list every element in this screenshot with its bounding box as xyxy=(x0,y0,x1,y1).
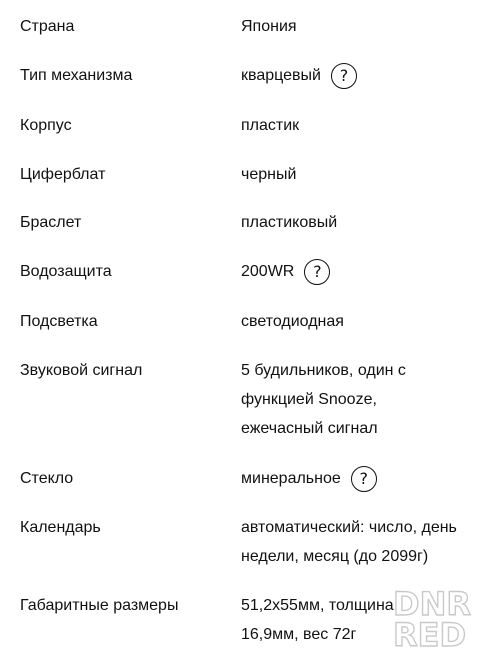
watermark-logo xyxy=(393,585,473,654)
spec-value-line: 51,2x55мм, толщина xyxy=(241,597,394,614)
spec-label: Стекло xyxy=(20,470,74,487)
spec-value xyxy=(241,257,471,286)
spec-label: Габаритные размеры xyxy=(20,597,179,614)
spec-value-line: ежечасный сигнал xyxy=(241,420,378,437)
spec-value xyxy=(241,307,471,336)
spec-label: Календарь xyxy=(20,519,101,536)
spec-value xyxy=(241,208,471,237)
spec-label: Браслет xyxy=(20,214,82,231)
spec-value xyxy=(241,12,471,41)
watermark-line: RED xyxy=(393,616,467,654)
spec-value-line: 16,9мм, вес 72г xyxy=(241,626,357,643)
spec-value-line: 200WR xyxy=(241,263,295,280)
spec-value xyxy=(241,513,471,571)
spec-value-line: Япония xyxy=(241,18,297,35)
spec-value-line: минеральное xyxy=(241,470,341,487)
spec-label: Тип механизма xyxy=(20,67,133,84)
watermark-line: DNR xyxy=(393,585,471,623)
spec-label: Подсветка xyxy=(20,313,98,330)
spec-value-line: функцией Snooze, xyxy=(241,391,377,408)
spec-value xyxy=(241,61,471,90)
spec-value-line: недели, месяц (до 2099г) xyxy=(241,548,429,565)
spec-value xyxy=(241,160,471,189)
spec-value xyxy=(241,356,471,443)
spec-value xyxy=(241,464,471,493)
spec-value-line: пластиковый xyxy=(241,214,338,231)
spec-label: Водозащита xyxy=(20,263,112,280)
spec-label: Страна xyxy=(20,18,75,35)
spec-value-line: 5 будильников, один с xyxy=(241,362,406,379)
spec-value xyxy=(241,111,471,140)
spec-label: Корпус xyxy=(20,117,72,134)
spec-value-line: пластик xyxy=(241,117,300,134)
question-circle-icon[interactable]: ? xyxy=(331,63,357,89)
question-circle-icon[interactable]: ? xyxy=(351,466,377,492)
spec-value-line: черный xyxy=(241,166,297,183)
spec-label: Циферблат xyxy=(20,166,106,183)
spec-label: Звуковой сигнал xyxy=(20,362,143,379)
spec-value-line: кварцевый xyxy=(241,67,321,84)
spec-value-line: автоматический: число, день xyxy=(241,519,457,536)
question-circle-icon[interactable]: ? xyxy=(304,259,330,285)
spec-value-line: светодиодная xyxy=(241,313,344,330)
